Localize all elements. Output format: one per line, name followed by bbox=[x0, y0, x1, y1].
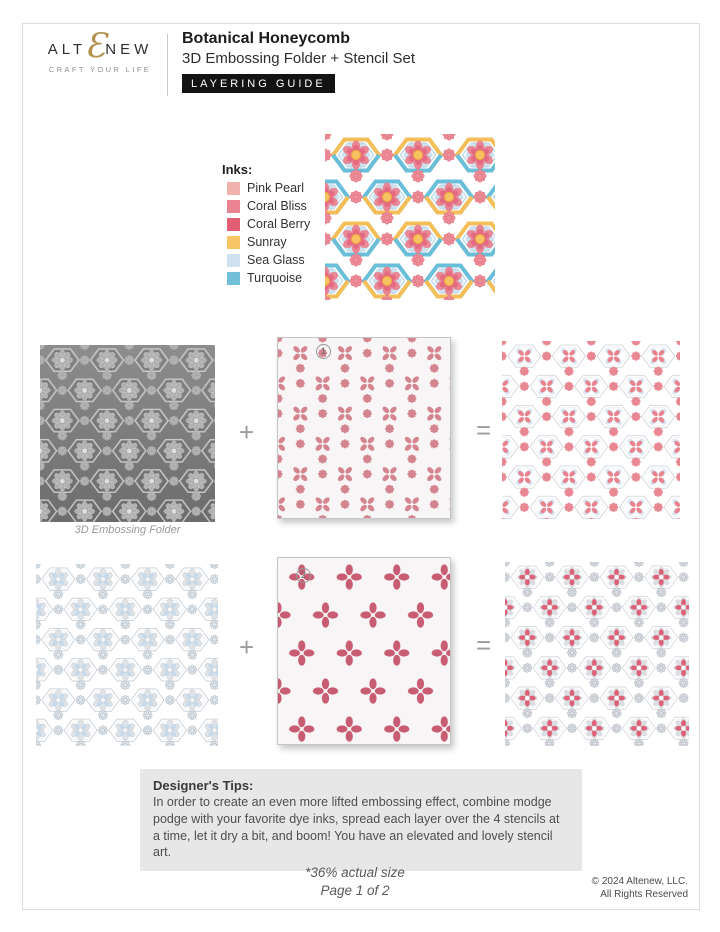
ink-name: Coral Bliss bbox=[247, 199, 307, 213]
ink-name: Turquoise bbox=[247, 271, 303, 285]
logo-tagline: CRAFT YOUR LIFE bbox=[48, 65, 152, 74]
ink-item bbox=[227, 235, 310, 249]
finished-pattern-swatch bbox=[325, 134, 495, 305]
ink-swatch bbox=[227, 254, 240, 267]
ink-name: Sunray bbox=[247, 235, 287, 249]
page-number: Page 1 of 2 bbox=[320, 882, 390, 898]
logo-text-post: NEW bbox=[105, 41, 153, 58]
ink-swatch bbox=[227, 200, 240, 213]
plus-sign: + bbox=[239, 632, 255, 662]
page-title: Botanical Honeycomb bbox=[182, 30, 351, 47]
ink-item bbox=[227, 271, 310, 285]
ink-item bbox=[227, 199, 310, 213]
stencil-2-panel bbox=[277, 557, 451, 745]
ink-swatch bbox=[227, 236, 240, 249]
stencil-1-number: 1 bbox=[316, 344, 331, 359]
stencil-1-panel bbox=[277, 337, 451, 519]
copyright bbox=[540, 875, 688, 901]
tips-title: Designer's Tips: bbox=[153, 778, 254, 793]
designers-tips-box bbox=[140, 769, 582, 871]
stencil-2-number: 2 bbox=[296, 568, 311, 583]
footer-scale-note bbox=[255, 864, 455, 899]
result-2-swatch bbox=[505, 562, 689, 751]
tips-body: In order to create an even more lifted embossing effect, combine modge podge with your favorite dye inks, spread each layer over the 4 stencils at a time, let it dry a bit, and boom! You have an elevated and lovely stencil art. bbox=[153, 795, 560, 860]
altenew-logo bbox=[36, 26, 164, 74]
ink-name: Sea Glass bbox=[247, 253, 305, 267]
result-1-swatch bbox=[502, 341, 680, 524]
equals-sign: = bbox=[476, 630, 492, 660]
layering-guide-badge: LAYERING GUIDE bbox=[182, 74, 335, 93]
page-subtitle: 3D Embossing Folder + Stencil Set bbox=[182, 50, 416, 67]
ink-name: Coral Berry bbox=[247, 217, 311, 231]
ink-name: Pink Pearl bbox=[247, 181, 304, 195]
inks-label: Inks: bbox=[222, 162, 253, 177]
ink-swatch bbox=[227, 218, 240, 231]
embossed-layer-swatch bbox=[36, 564, 218, 751]
ink-item bbox=[227, 253, 310, 267]
embossing-folder-caption: 3D Embossing Folder bbox=[74, 524, 181, 536]
logo-text-pre: ALT bbox=[47, 41, 87, 58]
copyright-line2: All Rights Reserved bbox=[600, 889, 688, 900]
copyright-line1: © 2024 Altenew, LLC. bbox=[591, 876, 688, 887]
plus-sign: + bbox=[239, 417, 255, 447]
equals-sign: = bbox=[476, 415, 492, 445]
ink-item bbox=[227, 181, 310, 195]
ink-swatch bbox=[227, 272, 240, 285]
header-title-block bbox=[182, 30, 415, 93]
ink-item bbox=[227, 217, 310, 231]
inks-legend bbox=[222, 162, 310, 285]
logo-script-e-icon: Ɛ bbox=[85, 26, 107, 66]
embossing-folder-image bbox=[40, 345, 215, 527]
header-divider bbox=[167, 34, 168, 96]
ink-swatch bbox=[227, 182, 240, 195]
actual-size-note: *36% actual size bbox=[305, 865, 405, 880]
